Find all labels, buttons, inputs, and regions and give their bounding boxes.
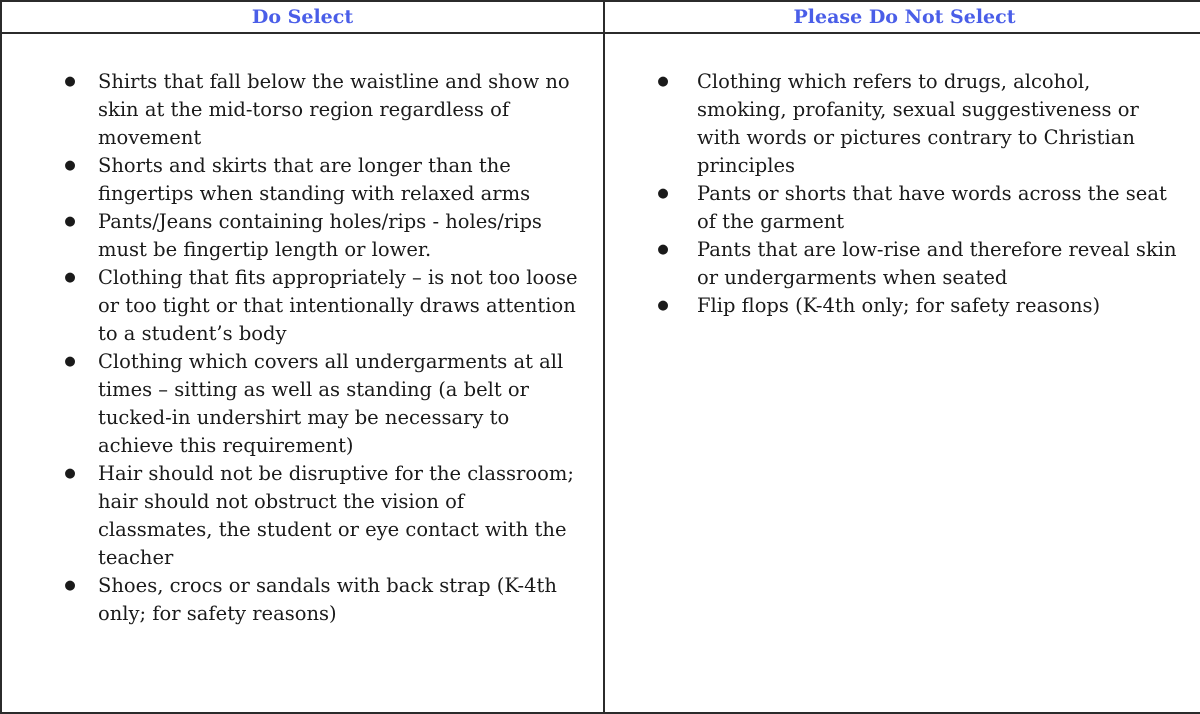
bullet-icon <box>60 572 80 600</box>
list-item-text: Pants that are low-rise and therefore reveal skin or undergarments when seated <box>697 238 1177 289</box>
do-not-select-cell <box>604 33 1200 713</box>
do-select-cell <box>1 33 604 713</box>
bullet-icon <box>60 152 80 180</box>
bullet-icon <box>653 236 673 264</box>
list-item <box>2 152 587 208</box>
do-not-select-header: Please Do Not Select <box>604 1 1200 33</box>
list-item <box>2 348 587 460</box>
list-item <box>2 572 587 628</box>
list-item <box>2 460 587 572</box>
bullet-icon <box>60 208 80 236</box>
bullet-icon <box>60 68 80 96</box>
list-item <box>2 68 587 152</box>
list-item-text: Clothing that fits appropriately – is not too loose or too tight or that intentionally draws attention to a student’s body <box>98 266 578 345</box>
list-item <box>2 208 587 264</box>
list-item <box>605 236 1188 292</box>
list-item-text: Pants/Jeans containing holes/rips - holes/rips must be fingertip length or lower. <box>98 210 542 261</box>
do-select-header: Do Select <box>1 1 604 33</box>
list-item-text: Hair should not be disruptive for the classroom; hair should not obstruct the vision of classmates, the student or eye contact with the teacher <box>98 462 574 569</box>
bullet-icon <box>653 68 673 96</box>
header-row <box>1 1 1200 33</box>
list-item <box>605 180 1188 236</box>
list-item-text: Clothing which refers to drugs, alcohol, smoking, profanity, sexual suggestiveness or with words or pictures contrary to Christian principles <box>697 70 1139 177</box>
list-item <box>2 264 587 348</box>
bullet-icon <box>653 180 673 208</box>
list-item-text: Clothing which covers all undergarments at all times – sitting as well as standing (a belt or tucked-in undershirt may be necessary to achieve this requirement) <box>98 350 564 457</box>
list-item-text: Pants or shorts that have words across the seat of the garment <box>697 182 1167 233</box>
bullet-icon <box>60 348 80 376</box>
list-item-text: Shirts that fall below the waistline and show no skin at the mid-torso region regardless of movement <box>98 70 570 149</box>
list-item-text: Flip flops (K-4th only; for safety reasons) <box>697 294 1101 317</box>
bullet-icon <box>60 460 80 488</box>
do-select-list <box>2 34 603 628</box>
content-row <box>1 33 1200 713</box>
list-item <box>605 68 1188 180</box>
list-item-text: Shorts and skirts that are longer than the fingertips when standing with relaxed arms <box>98 154 531 205</box>
bullet-icon <box>60 264 80 292</box>
list-item <box>605 292 1188 320</box>
list-item-text: Shoes, crocs or sandals with back strap (K-4th only; for safety reasons) <box>98 574 557 625</box>
bullet-icon <box>653 292 673 320</box>
do-not-select-list <box>605 34 1200 320</box>
